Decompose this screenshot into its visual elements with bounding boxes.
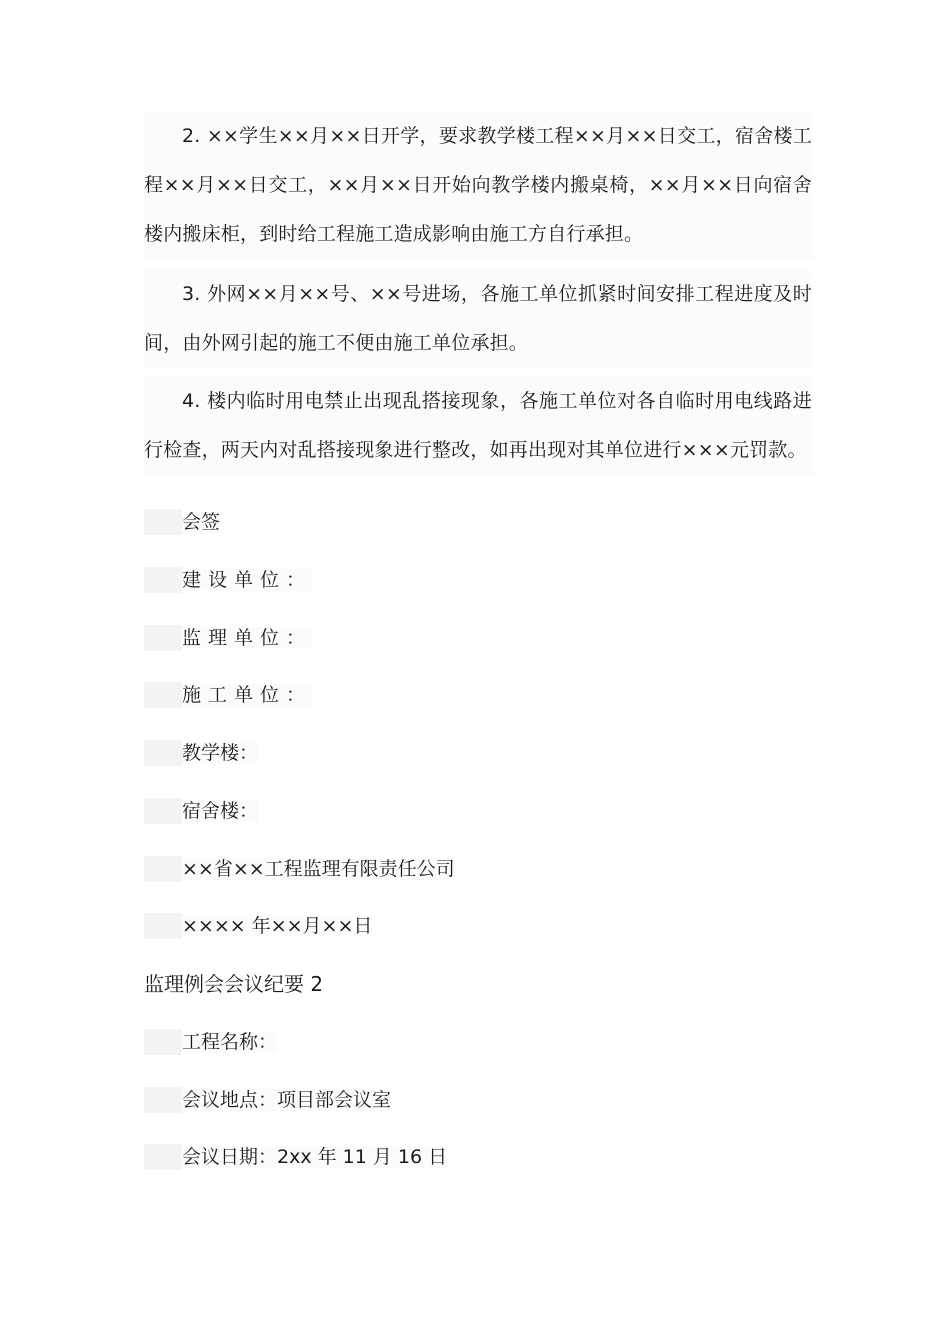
contractor-unit-line: 施工单位： <box>144 682 316 708</box>
signoff-date-line: ×××× 年××月××日 <box>144 913 376 939</box>
paragraph-item-2: 2. ××学生××月××日开学，要求教学楼工程××月××日交工，宿舍楼工程××月××日交工，××月××日开始向教学楼内搬桌椅，××月××日向宿舍楼内搬床柜，到时给工程施工造成影响由施工方自行承担。 <box>144 112 812 259</box>
construction-unit-line: 建设单位： <box>144 567 316 593</box>
meeting-place-line: 会议地点：项目部会议室 <box>144 1087 395 1113</box>
section-2-title: 监理例会会议纪要 2 <box>144 972 324 996</box>
dormitory-line: 宿舍楼： <box>144 798 262 824</box>
paragraph-item-4: 4. 楼内临时用电禁止出现乱搭接现象，各施工单位对各自临时用电线路进行检查，两天内对乱搭接现象进行整改，如再出现对其单位进行×××元罚款。 <box>144 377 812 475</box>
company-name-line: ××省××工程监理有限责任公司 <box>144 856 459 882</box>
paragraph-item-3: 3. 外网××月××号、××号进场，各施工单位抓紧时间安排工程进度及时间，由外网引起的施工不便由施工单位承担。 <box>144 270 812 368</box>
supervision-unit-line: 监理单位： <box>144 625 316 651</box>
teaching-building-line: 教学楼： <box>144 740 262 766</box>
project-name-line: 工程名称： <box>144 1029 281 1055</box>
meeting-date-line: 会议日期：2xx 年 11 月 16 日 <box>144 1144 451 1170</box>
signoff-label: 会签 <box>144 509 224 535</box>
